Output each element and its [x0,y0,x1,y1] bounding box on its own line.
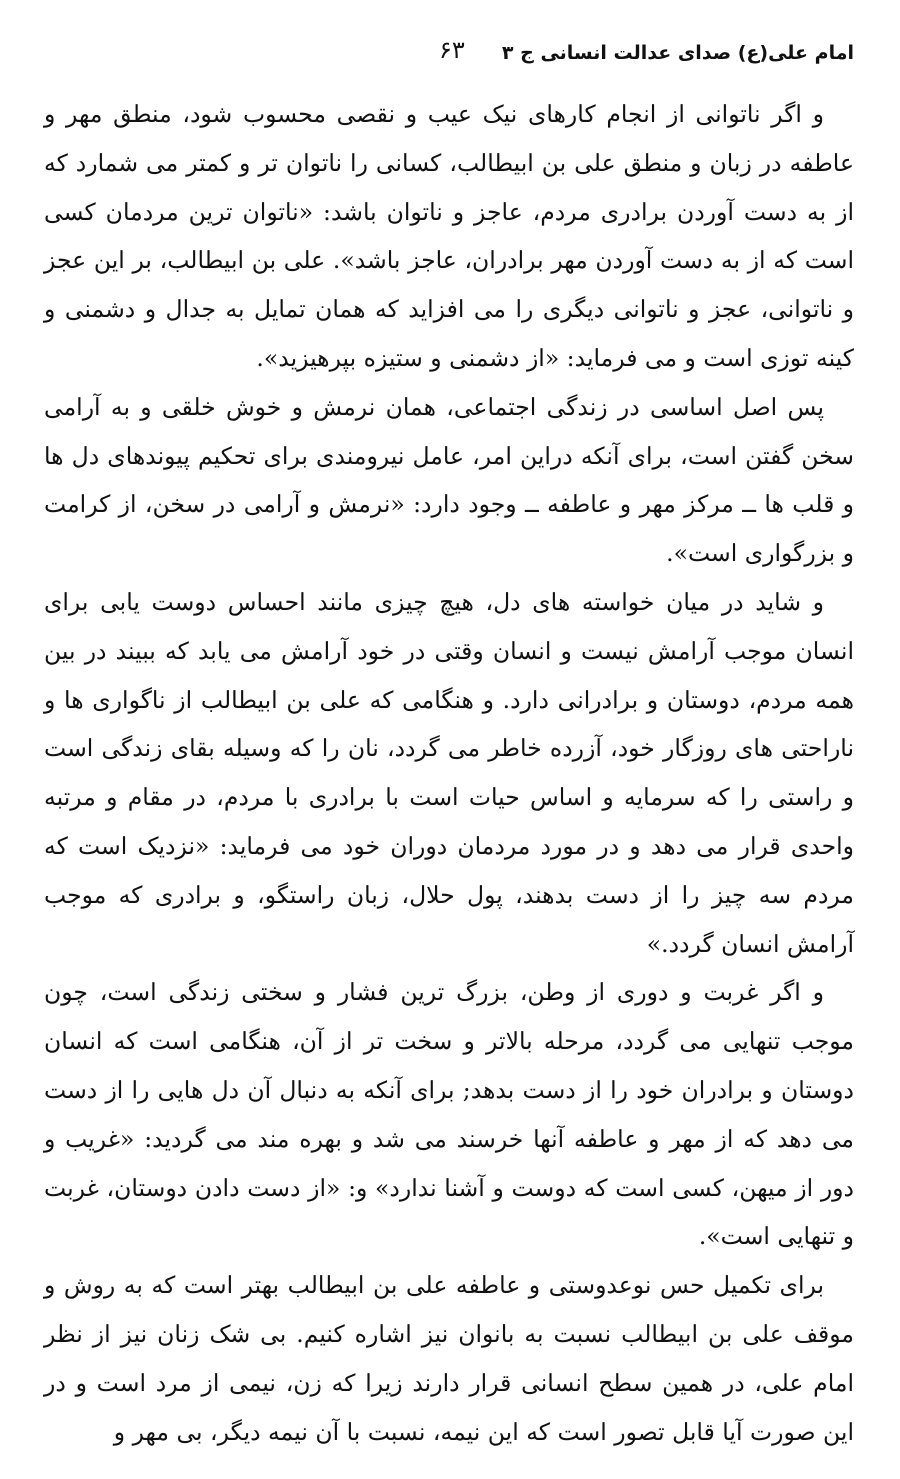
paragraph: و شاید در میان خواسته های دل، هیچ چیزی مانند احساس دوست یابی برای انسان موجب آرامش نیست و انسان وقتی در خود آرامش می یابد که ببیند در بین همه مردم، دوستان و برادرانی دارد. و هنگامی که علی بن ابیطالب از ناگواری ها و ناراحتی های روزگار خود، آزرده خاطر می گردد، نان را که وسیله بقای زندگی است و راستی را که سرمایه و اساس حیات است با برادری با مردم، در مقام و مرتبه واحدی قرار می دهد و در مورد مردمان دوران خود می فرماید: «نزدیک است که مردم سه چیز را از دست بدهند، پول حلال، زبان راستگو، و برادری که موجب آرامش انسان گردد.» [44,587,854,958]
paragraph: و اگر غربت و دوری از وطن، بزرگ ترین فشار و سختی زندگی است، چون موجب تنهایی می گردد، مرحله بالاتر و سخت تر از آن، هنگامی است که انسان دوستان و برادران خود را از دست بدهد; برای آنکه به دنبال آن دل هایی را از دست می دهد که از مهر و عاطفه آنها خرسند می شد و بهره مند می گردید: «غریب و دور از میهن، کسی است که دوست و آشنا ندارد» و: «از دست دادن دوستان، غربت و تنهایی است». [44,978,854,1251]
book-title: امام علی(ع) صدای عدالت انسانی ج ۳ [501,42,854,64]
paragraph: و اگر ناتوانی از انجام کارهای نیک عیب و نقصی محسوب شود، منطق مهر و عاطفه در زبان و منطق علی بن ابیطالب، کسانی را ناتوان تر و کمتر می شمارد که از به دست آوردن برادری مردم، عاجز و ناتوان باشد: «ناتوان ترین مردمان کسی است که از به دست آوردن مهر برادران، عاجز باشد». علی بن ابیطالب، بر این عجز و ناتوانی، عجز و ناتوانی دیگری را می افزاید که همان تمایل به جدال و دشمنی و کینه توزی است و می فرماید: «از دشمنی و ستیزه بپرهیزید». [44,100,854,372]
paragraph: برای تکمیل حس نوعدوستی و عاطفه علی بن ابیطالب بهتر است که به روش و موقف علی بن ابیطالب نسبت به بانوان نیز اشاره کنیم. بی شک زنان نیز از نظر امام علی، در همین سطح انسانی قرار دارند زیرا که زن، نیمی از مرد است و در این صورت آیا قابل تصور است که این نیمه، نسبت با آن نیمه دیگر، بی مهر و [44,1271,854,1446]
page-number: ۶۳ [439,36,465,64]
body-text [44,90,854,1456]
paragraph: پس اصل اساسی در زندگی اجتماعی، همان نرمش و خوش خلقی و به آرامی سخن گفتن است، برای آنکه دراین امر، عامل نیرومندی برای تحکیم پیوندهای دل ها و قلب ها ــ مرکز مهر و عاطفه ــ وجود دارد: «نرمش و آرامی در سخن، از کرامت و بزرگواری است». [44,392,854,568]
running-header [44,38,854,80]
